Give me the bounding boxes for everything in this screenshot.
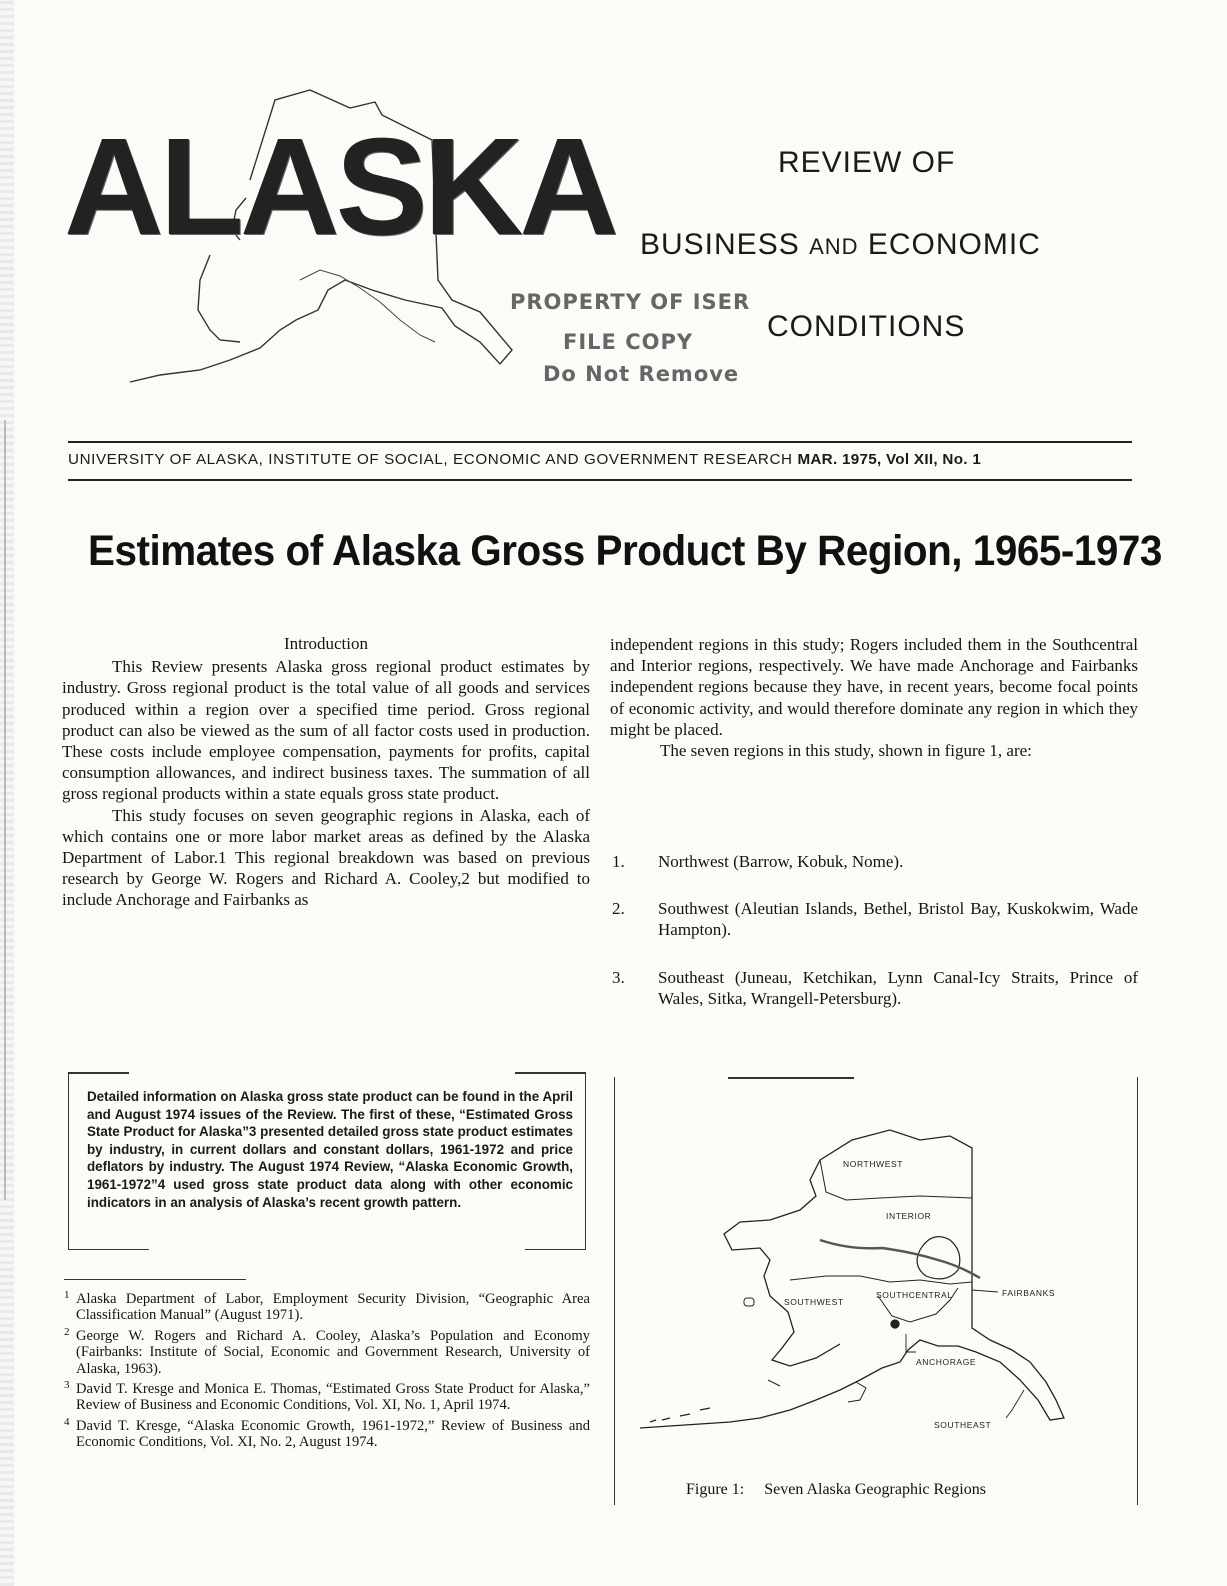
issue-banner: [68, 451, 1132, 468]
footnote: [64, 1325, 590, 1377]
map-label-interior: INTERIOR: [886, 1211, 932, 1221]
right-paragraph-1: independent regions in this study; Rogers included them in the Southcentral and Interior regions, respectively. We have made Anchorage and Fairbanks independent regions because they have, in recent years, become focal points of economic activity, and would therefore dominate any region in which they might be placed.: [610, 635, 1138, 739]
stamp-do-not-remove: Do Not Remove: [543, 362, 740, 386]
regions-map: [620, 1100, 1120, 1440]
banner-rule-top: [68, 441, 1132, 443]
region-number: 1.: [612, 852, 625, 871]
footnote-text: David T. Kresge, “Alaska Economic Growth, 1961-1972,” Review of Business and Economic Conditions, Vol. XI, No. 2, August 1974.: [76, 1417, 590, 1451]
footnote-text: David T. Kresge and Monica E. Thomas, “Estimated Gross State Product for Alaska,” Review of Business and Economic Conditions, Vol. XI, No. 1, April 1974.: [76, 1381, 590, 1414]
masthead-logo-word: ALASKA: [64, 110, 615, 264]
banner-issue: MAR. 1975, Vol XII, No. 1: [797, 451, 982, 468]
banner-institution: UNIVERSITY OF ALASKA, INSTITUTE OF SOCIAL, ECONOMIC AND GOVERNMENT RESEARCH: [68, 451, 793, 468]
article-title: Estimates of Alaska Gross Product By Region, 1965-1973: [88, 527, 1162, 575]
region-text: Northwest (Barrow, Kobuk, Nome).: [658, 852, 904, 871]
footnotes: [64, 1291, 590, 1455]
footnote: [64, 1415, 590, 1451]
region-number: 3.: [612, 968, 625, 987]
footnote-number: 4: [64, 1415, 70, 1428]
masthead-business-word: BUSINESS: [640, 228, 800, 261]
scan-edge-line: [4, 420, 6, 1200]
region-number: 2.: [612, 899, 625, 918]
map-label-southwest: SOUTHWEST: [784, 1297, 844, 1307]
footnote-rule: [64, 1279, 246, 1280]
figure-caption-text: Seven Alaska Geographic Regions: [764, 1481, 986, 1498]
footnote: [64, 1381, 590, 1414]
stamp-property: PROPERTY OF ISER: [510, 290, 751, 314]
map-label-anchorage: ANCHORAGE: [916, 1357, 977, 1367]
masthead-review-of: REVIEW OF: [778, 146, 956, 179]
map-label-southeast: SOUTHEAST: [934, 1420, 992, 1430]
intro-paragraph-2: This study focuses on seven geographic regions in Alaska, each of which contains one or more labor market areas as defined by the Alaska Department of Labor.1 This regional breakdown was based on previous research by George W. Rogers and Richard A. Cooley,2 but modified to include Anchorage and Fairbanks as: [62, 805, 590, 910]
right-column: [610, 634, 1138, 761]
region-text: Southwest (Aleutian Islands, Bethel, Bristol Bay, Kuskokwim, Wade Hampton).: [658, 899, 1138, 940]
masthead-economic-word: ECONOMIC: [867, 228, 1041, 261]
map-label-northwest: NORTHWEST: [843, 1159, 904, 1169]
masthead-conditions: CONDITIONS: [767, 310, 966, 343]
footnote: [64, 1291, 590, 1324]
footnote-number: 1: [64, 1289, 70, 1301]
footnote-text: George W. Rogers and Richard A. Cooley, Alaska’s Population and Economy (Fairbanks: Institute of Social, Economic and Government Research, University of Alaska, 1963).: [76, 1327, 590, 1377]
footnote-number: 2: [64, 1325, 70, 1338]
section-heading-introduction: Introduction: [283, 634, 369, 653]
info-box: [68, 1072, 586, 1250]
map-label-southcentral: SOUTHCENTRAL: [876, 1290, 953, 1300]
figure-caption-label: Figure 1:: [686, 1481, 745, 1498]
scan-edge: [0, 0, 14, 1586]
info-box-text: Detailed information on Alaska gross state product can be found in the April and August 1974 issues of the Review. The first of these, “Estimated Gross State Product for Alaska”3 presented detailed gross state product estimates by industry, in current dollars and constant dollars, 1961-1972 and price deflators by industry. The August 1974 Review, “Alaska Economic Growth, 1961-1972”4 used gross state product data along with other economic indicators in an analysis of Alaska’s recent growth pattern.: [87, 1089, 573, 1210]
region-text: Southeast (Juneau, Ketchikan, Lynn Canal-Icy Straits, Prince of Wales, Sitka, Wrangell-Petersburg).: [658, 968, 1138, 1009]
map-label-fairbanks: FAIRBANKS: [1002, 1288, 1056, 1298]
right-paragraph-2: The seven regions in this study, shown in figure 1, are:: [660, 741, 1032, 761]
masthead-and-word: AND: [809, 234, 859, 259]
stamp-file-copy: FILE COPY: [563, 330, 694, 354]
intro-paragraph-1: This Review presents Alaska gross regional product estimates by industry. Gross regional product is the total value of all goods and services produced within a region over a specified time period. Gross regional product can also be viewed as the sum of all factor costs used in production. These costs include employee compensation, payments for profits, capital consumption allowances, and indirect business taxes. The summation of all gross regional products within a state equals gross state product.: [62, 657, 590, 804]
footnote-number: 3: [64, 1379, 70, 1392]
banner-rule-bottom: [68, 479, 1132, 481]
figure-caption: [686, 1481, 986, 1499]
masthead-business-line: [640, 228, 1041, 262]
left-column: [62, 633, 590, 911]
figure-top-rule: [728, 1077, 854, 1079]
footnote-text: Alaska Department of Labor, Employment Security Division, “Geographic Area Classification Manual” (August 1971).: [76, 1291, 590, 1324]
